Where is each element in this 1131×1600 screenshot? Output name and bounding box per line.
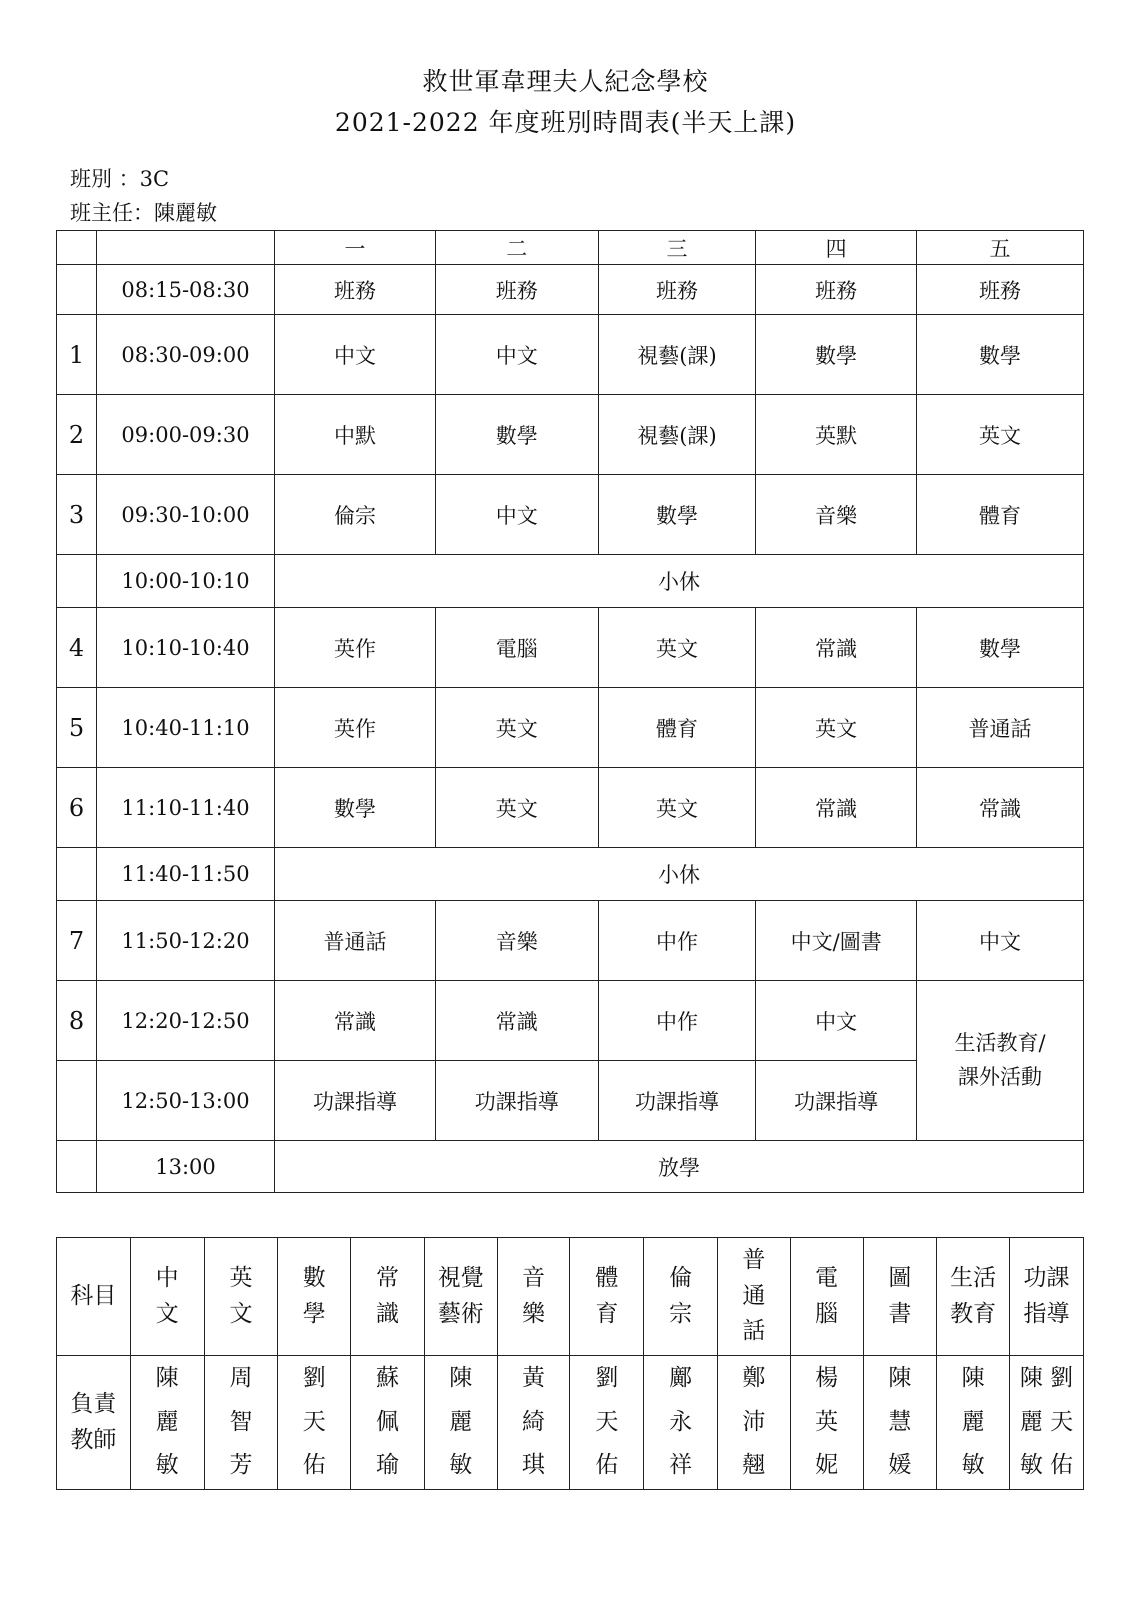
- class-label: 班別 ：3C: [70, 167, 170, 191]
- blank-header-cell: [57, 231, 97, 265]
- subject-name-line: 數: [302, 1264, 326, 1291]
- teacher-name-char: 劉: [302, 1364, 326, 1391]
- teacher-name-char: 佩: [376, 1408, 399, 1435]
- teacher-name-char: 敏: [155, 1452, 179, 1479]
- subject-name: [570, 1238, 644, 1356]
- teacher-name-char: 陳: [449, 1364, 473, 1391]
- teacher-row-label-line: 教師: [70, 1426, 117, 1453]
- lesson-cell: 英文: [435, 768, 598, 848]
- period-time: 12:50-13:00: [96, 1061, 274, 1141]
- lesson-cell: 數學: [275, 768, 436, 848]
- lesson-cell: 數學: [917, 608, 1084, 688]
- timetable-row: [57, 848, 1084, 901]
- lesson-cell: 中文: [756, 981, 917, 1061]
- subject-name-line: 體: [595, 1264, 619, 1291]
- period-time: 11:40-11:50: [96, 848, 274, 901]
- subject-name-line: 電: [815, 1264, 839, 1291]
- teacher-name-char: 佑: [302, 1452, 326, 1479]
- lesson-cell: 數學: [598, 475, 756, 555]
- subject-name: [937, 1238, 1010, 1356]
- lesson-cell: 班務: [435, 265, 598, 315]
- subject-name-line: 識: [376, 1300, 399, 1327]
- subject-name: [863, 1238, 937, 1356]
- timetable-row: [57, 768, 1084, 848]
- lesson-cell: 數學: [756, 315, 917, 395]
- subject-name-line: 教育: [950, 1300, 997, 1327]
- timetable-row: [57, 981, 1084, 1061]
- teacher-name-char: 翹: [742, 1452, 766, 1479]
- lesson-cell: 中作: [598, 901, 756, 981]
- lesson-cell: 功課指導: [435, 1061, 598, 1141]
- teacher-name-char: 天: [595, 1408, 619, 1435]
- period-time: 10:00-10:10: [96, 555, 274, 608]
- teacher-name-char: 麗 天: [1019, 1408, 1074, 1435]
- break-cell: 放學: [275, 1141, 1084, 1193]
- lesson-cell: 音樂: [756, 475, 917, 555]
- period-number: [57, 848, 97, 901]
- teacher-name-char: 綺: [522, 1408, 546, 1435]
- teacher-name-char: 敏: [449, 1452, 473, 1479]
- lesson-cell: 中默: [275, 395, 436, 475]
- subject-name-line: 指導: [1023, 1300, 1070, 1327]
- teacher-name-char: 陳: [155, 1364, 179, 1391]
- class-teacher-label: 班主任：陳麗敏: [70, 201, 217, 225]
- teacher-name-char: 鄺: [669, 1364, 693, 1391]
- subject-name: [497, 1238, 570, 1356]
- break-cell: 小休: [275, 848, 1084, 901]
- period-number: 4: [57, 608, 97, 688]
- timetable-row: [57, 1141, 1084, 1193]
- teacher-name: [130, 1356, 204, 1490]
- teacher-name: [424, 1356, 497, 1490]
- period-time: 08:15-08:30: [96, 265, 274, 315]
- lesson-cell: 英文: [756, 688, 917, 768]
- lesson-cell: 功課指導: [275, 1061, 436, 1141]
- teacher-name-char: 瑜: [376, 1452, 399, 1479]
- lesson-cell: 英文: [598, 608, 756, 688]
- teacher-name: [351, 1356, 425, 1490]
- subject-name-line: 話: [742, 1318, 766, 1345]
- subject-name-line: 生活: [950, 1264, 997, 1291]
- day-header: 一: [275, 231, 436, 265]
- lesson-cell: 中作: [598, 981, 756, 1061]
- subject-name-line: 通: [742, 1282, 766, 1309]
- timetable-row: [57, 315, 1084, 395]
- lesson-cell: 體育: [917, 475, 1084, 555]
- teacher-name-char: 佑: [595, 1452, 619, 1479]
- teacher-name-char: 芳: [229, 1452, 253, 1479]
- teacher-name-char: 沛: [742, 1408, 766, 1435]
- teacher-name-char: 楊: [815, 1364, 839, 1391]
- lesson-cell: 班務: [598, 265, 756, 315]
- lesson-cell: 視藝(課): [598, 395, 756, 475]
- lesson-cell: 班務: [275, 265, 436, 315]
- period-number: [57, 1061, 97, 1141]
- teacher-name: [790, 1356, 863, 1490]
- lesson-cell: 常識: [435, 981, 598, 1061]
- period-number: 3: [57, 475, 97, 555]
- timetable-row: [57, 688, 1084, 768]
- subject-name-line: 育: [595, 1300, 619, 1327]
- period-time: 09:30-10:00: [96, 475, 274, 555]
- teacher-name-char: 永: [669, 1408, 693, 1435]
- lesson-cell: 英默: [756, 395, 917, 475]
- lesson-cell: 數學: [917, 315, 1084, 395]
- lesson-cell: 電腦: [435, 608, 598, 688]
- subject-name-line: 藝術: [437, 1300, 484, 1327]
- lesson-cell: 常識: [756, 768, 917, 848]
- lesson-cell: 英文: [917, 395, 1084, 475]
- subject-name: [1010, 1238, 1084, 1356]
- period-number: 6: [57, 768, 97, 848]
- subject-row-label: 科目: [57, 1238, 131, 1356]
- teacher-name-char: 麗: [155, 1408, 179, 1435]
- subject-name: [424, 1238, 497, 1356]
- lesson-cell: 班務: [756, 265, 917, 315]
- day-header: 四: [756, 231, 917, 265]
- teacher-name-char: 敏 佑: [1019, 1452, 1074, 1479]
- subject-row: [57, 1238, 1084, 1356]
- period-time: 09:00-09:30: [96, 395, 274, 475]
- teacher-name-char: 陳: [888, 1364, 912, 1391]
- period-number: 8: [57, 981, 97, 1061]
- timetable: [56, 230, 1084, 1193]
- subject-name-line: 宗: [669, 1300, 693, 1327]
- teacher-row-label: [57, 1356, 131, 1490]
- lesson-cell: 體育: [598, 688, 756, 768]
- teacher-name-char: 周: [229, 1364, 253, 1391]
- subject-name: [717, 1238, 790, 1356]
- lesson-cell: 數學: [435, 395, 598, 475]
- subject-name: [204, 1238, 278, 1356]
- subject-name-line: 視覺: [437, 1264, 484, 1291]
- subject-name: [351, 1238, 425, 1356]
- teacher-name-char: 智: [229, 1408, 253, 1435]
- subject-name-line: 圖: [888, 1264, 912, 1291]
- teacher-name: [570, 1356, 644, 1490]
- lesson-cell: 中文: [917, 901, 1084, 981]
- teacher-name-char: 劉: [595, 1364, 619, 1391]
- teacher-name-char: 蘇: [376, 1364, 399, 1391]
- lesson-cell: 中文: [435, 475, 598, 555]
- period-number: 2: [57, 395, 97, 475]
- subject-name-line: 音: [522, 1264, 546, 1291]
- lesson-cell: 英作: [275, 688, 436, 768]
- day-header: 二: [435, 231, 598, 265]
- teacher-name-char: 鄭: [742, 1364, 766, 1391]
- teacher-name-char: 媛: [888, 1452, 912, 1479]
- teacher-name-char: 妮: [815, 1452, 839, 1479]
- lesson-cell: 功課指導: [756, 1061, 917, 1141]
- subject-name-line: 英: [229, 1264, 253, 1291]
- teacher-name-char: 麗: [449, 1408, 473, 1435]
- timetable-row: [57, 475, 1084, 555]
- subject-name: [130, 1238, 204, 1356]
- lesson-cell: 普通話: [917, 688, 1084, 768]
- teacher-name: [278, 1356, 351, 1490]
- teacher-name-char: 敏: [961, 1452, 985, 1479]
- subject-teacher-table: [56, 1237, 1084, 1490]
- subject-name-line: 書: [888, 1300, 912, 1327]
- lesson-cell: 英文: [435, 688, 598, 768]
- school-title: 救世軍韋理夫人紀念學校: [422, 67, 709, 96]
- timetable-row: [57, 555, 1084, 608]
- lesson-cell: 中文: [275, 315, 436, 395]
- day-header: 三: [598, 231, 756, 265]
- lesson-cell: 常識: [756, 608, 917, 688]
- subject-name-line: 常: [376, 1264, 399, 1291]
- period-time: 11:10-11:40: [96, 768, 274, 848]
- teacher-name-char: 琪: [522, 1452, 546, 1479]
- period-number: 5: [57, 688, 97, 768]
- period-number: [57, 265, 97, 315]
- teacher-name: [644, 1356, 718, 1490]
- teacher-name: [937, 1356, 1010, 1490]
- teacher-name-char: 英: [815, 1408, 839, 1435]
- period-number: 1: [57, 315, 97, 395]
- teacher-name-char: 慧: [888, 1408, 912, 1435]
- subject-name-line: 普: [742, 1247, 766, 1274]
- teacher-name: [204, 1356, 278, 1490]
- period-time: 08:30-09:00: [96, 315, 274, 395]
- timetable-row: [57, 901, 1084, 981]
- period-time: 13:00: [96, 1141, 274, 1193]
- subject-name-line: 功課: [1023, 1264, 1070, 1291]
- lesson-cell: 常識: [917, 768, 1084, 848]
- subject-name-line: 中: [155, 1264, 179, 1291]
- teacher-name-char: 黃: [522, 1364, 546, 1391]
- lesson-cell: 常識: [275, 981, 436, 1061]
- timetable-row: [57, 395, 1084, 475]
- subject-name-line: 文: [155, 1300, 179, 1327]
- lesson-cell: 功課指導: [598, 1061, 756, 1141]
- period-number: [57, 555, 97, 608]
- merged-cell-line: 課外活動: [958, 1064, 1043, 1089]
- lesson-cell: 中文: [435, 315, 598, 395]
- teacher-row-label-line: 負責: [70, 1390, 117, 1417]
- period-time: 10:10-10:40: [96, 608, 274, 688]
- teacher-name-char: 陳 劉: [1019, 1364, 1074, 1391]
- subject-name: [790, 1238, 863, 1356]
- subject-name-line: 腦: [815, 1300, 839, 1327]
- subject-name: [644, 1238, 718, 1356]
- timetable-header-row: [57, 231, 1084, 265]
- period-time: 10:40-11:10: [96, 688, 274, 768]
- teacher-name: [717, 1356, 790, 1490]
- timetable-row: [57, 608, 1084, 688]
- teacher-name: [1010, 1356, 1084, 1490]
- timetable-row: [57, 265, 1084, 315]
- break-cell: 小休: [275, 555, 1084, 608]
- subject-name: [278, 1238, 351, 1356]
- teacher-name: [497, 1356, 570, 1490]
- teacher-name-char: 天: [302, 1408, 326, 1435]
- lesson-cell: 視藝(課): [598, 315, 756, 395]
- lesson-cell: 英文: [598, 768, 756, 848]
- period-number: [57, 1141, 97, 1193]
- lesson-cell: 普通話: [275, 901, 436, 981]
- teacher-name-char: 祥: [669, 1452, 693, 1479]
- lesson-cell: 英作: [275, 608, 436, 688]
- period-number: 7: [57, 901, 97, 981]
- subject-name-line: 文: [229, 1300, 253, 1327]
- subject-name-line: 學: [302, 1300, 326, 1327]
- subject-name-line: 樂: [522, 1300, 546, 1327]
- lesson-cell: 中文/圖書: [756, 901, 917, 981]
- lesson-cell: 倫宗: [275, 475, 436, 555]
- teacher-name-char: 麗: [961, 1408, 985, 1435]
- lesson-cell: 班務: [917, 265, 1084, 315]
- friday-merged-cell: [917, 981, 1084, 1141]
- day-header: 五: [917, 231, 1084, 265]
- timetable-subtitle: 2021-2022 年度班別時間表(半天上課): [334, 108, 797, 137]
- lesson-cell: 音樂: [435, 901, 598, 981]
- teacher-name-char: 陳: [961, 1364, 985, 1391]
- period-time: 12:20-12:50: [96, 981, 274, 1061]
- blank-header-cell: [96, 231, 274, 265]
- teacher-name: [863, 1356, 937, 1490]
- period-time: 11:50-12:20: [96, 901, 274, 981]
- subject-name-line: 倫: [669, 1264, 693, 1291]
- teacher-row: [57, 1356, 1084, 1490]
- merged-cell-line: 生活教育/: [954, 1030, 1046, 1055]
